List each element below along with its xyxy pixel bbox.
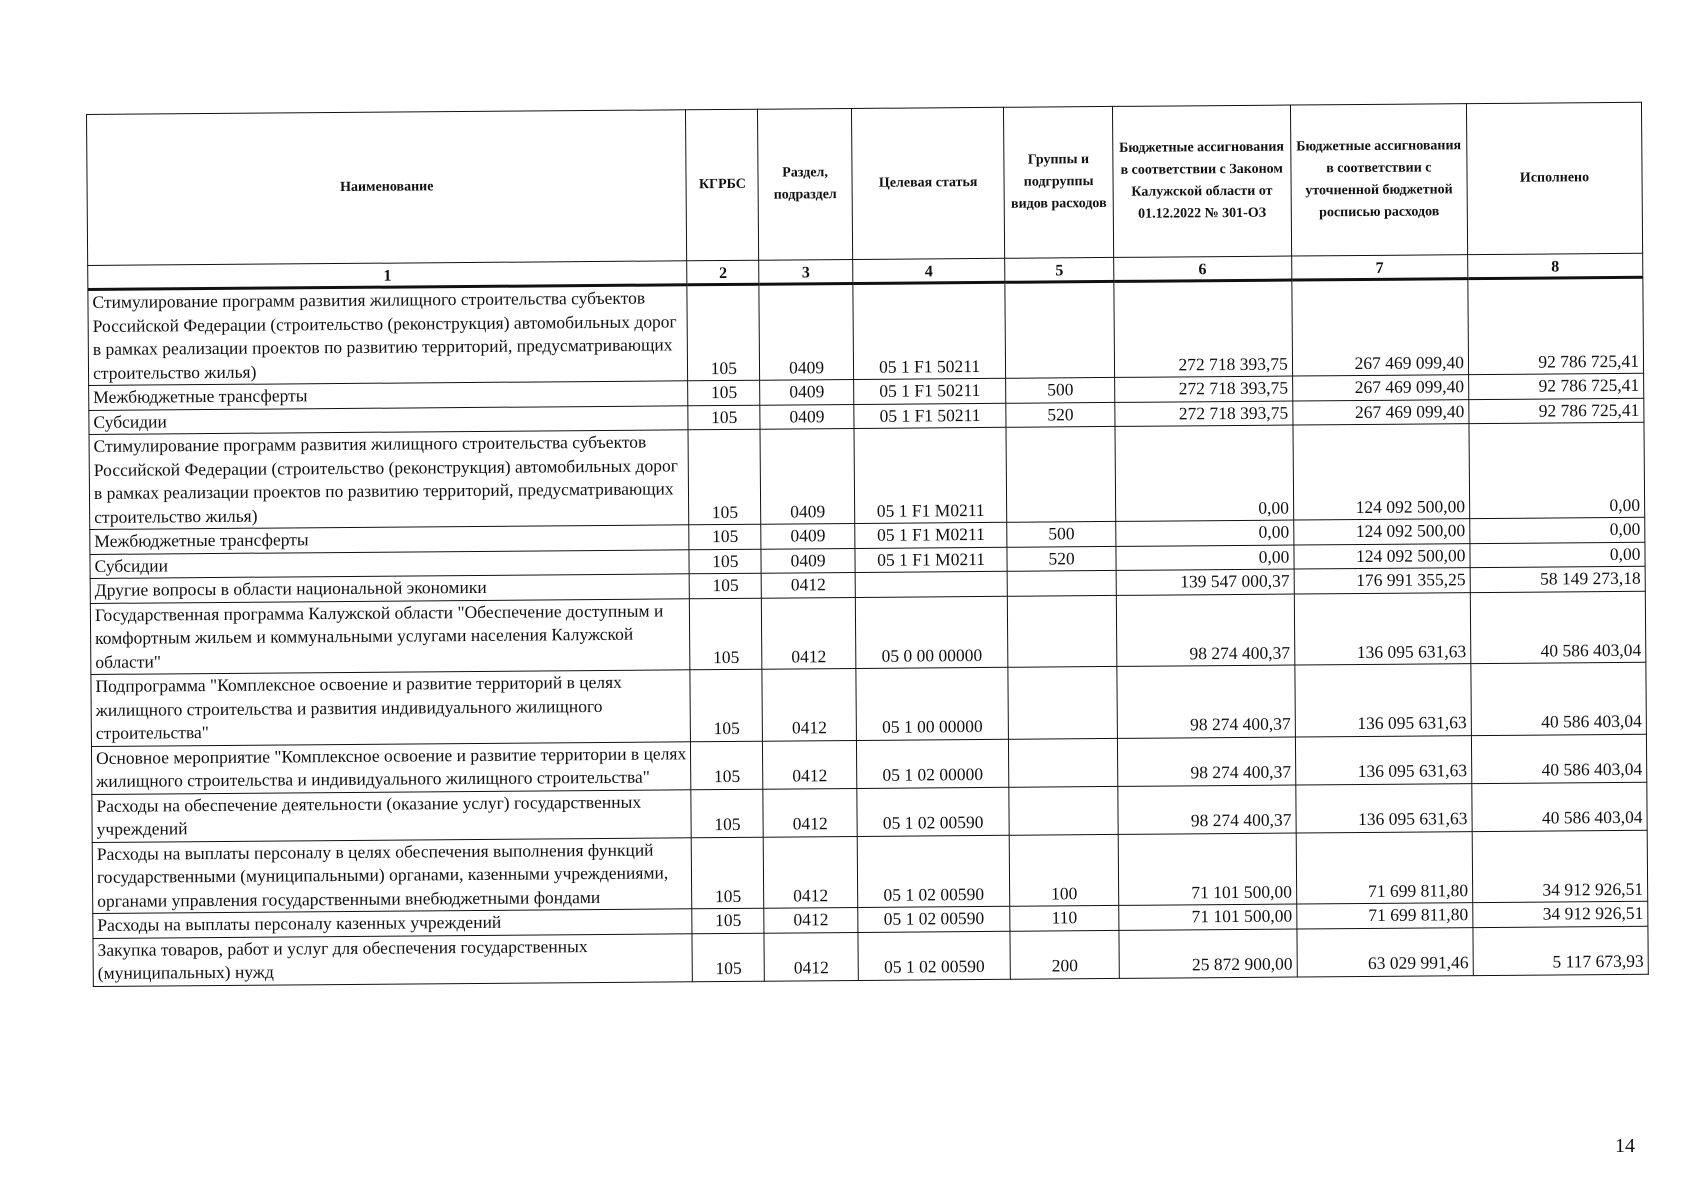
cell-law-allocation: 0,00 xyxy=(1115,425,1294,521)
cell-law-allocation: 98 274 400,37 xyxy=(1117,665,1296,738)
cell-target-article: 05 1 02 00590 xyxy=(857,835,1010,908)
cell-expense-group xyxy=(1006,426,1115,522)
cell-target-article: 05 1 F1 50211 xyxy=(854,403,1007,429)
cell-refined-allocation: 136 095 631,63 xyxy=(1295,735,1471,784)
cell-law-allocation: 272 718 393,75 xyxy=(1114,401,1292,427)
cell-target-article xyxy=(855,571,1008,597)
cell-executed: 0,00 xyxy=(1470,517,1645,543)
cell-expense-group: 500 xyxy=(1006,377,1114,402)
cell-name: Расходы на выплаты персоналу в целях обеспечения выполнения функций государственными (муниципальными) органами, казенными учреждениями, органами управления государственными внебюджетными фондами xyxy=(92,837,692,913)
table-row xyxy=(91,662,1647,746)
cell-executed: 92 786 725,41 xyxy=(1469,373,1644,399)
header-refined-allocation: Бюджетные ассигнования в соответствии с уточненной бюджетной росписью расходов xyxy=(1290,104,1467,256)
cell-refined-allocation: 124 092 500,00 xyxy=(1293,424,1470,520)
cell-kgrbs: 105 xyxy=(688,405,760,430)
cell-name: Межбюджетные трансферты xyxy=(89,381,688,410)
header-section: Раздел, подраздел xyxy=(758,108,853,260)
column-number: 7 xyxy=(1292,255,1468,280)
column-number: 6 xyxy=(1113,256,1291,281)
cell-section: 0412 xyxy=(763,740,857,789)
cell-expense-group: 200 xyxy=(1010,930,1119,979)
cell-law-allocation: 98 274 400,37 xyxy=(1117,785,1296,834)
budget-table-sheet xyxy=(86,102,1649,987)
cell-section: 0412 xyxy=(764,932,858,981)
cell-refined-allocation: 136 095 631,63 xyxy=(1294,592,1471,665)
cell-executed: 40 586 403,04 xyxy=(1471,662,1647,735)
cell-target-article: 05 1 F1 50211 xyxy=(853,378,1006,404)
cell-section: 0412 xyxy=(763,788,857,837)
cell-kgrbs: 105 xyxy=(692,933,764,982)
cell-expense-group xyxy=(1008,570,1116,595)
budget-execution-table xyxy=(86,102,1649,987)
cell-executed: 40 586 403,04 xyxy=(1471,734,1646,783)
cell-kgrbs: 105 xyxy=(688,380,760,405)
table-header-row xyxy=(87,102,1643,265)
header-law-allocation: Бюджетные ассигнования в соответствии с Законом Калужской области от 01.12.2022 № 301-ОЗ xyxy=(1112,105,1291,257)
cell-expense-group: 110 xyxy=(1010,905,1118,930)
cell-refined-allocation: 267 469 099,40 xyxy=(1292,279,1469,376)
cell-expense-group xyxy=(1008,595,1117,667)
cell-section: 0409 xyxy=(760,379,854,404)
cell-expense-group xyxy=(1009,738,1118,787)
cell-executed: 40 586 403,04 xyxy=(1472,782,1647,831)
cell-executed: 40 586 403,04 xyxy=(1470,591,1646,664)
cell-name: Основное мероприятие "Комплексное освоение и развитие территории в целях жилищного строительства и индивидуального жилищного строительства" xyxy=(91,741,691,794)
cell-section: 0412 xyxy=(762,597,856,669)
cell-kgrbs: 105 xyxy=(691,837,764,909)
cell-section: 0409 xyxy=(761,523,855,548)
column-number: 4 xyxy=(852,258,1005,283)
column-number: 8 xyxy=(1468,253,1643,278)
cell-kgrbs: 105 xyxy=(690,598,763,670)
cell-refined-allocation: 124 092 500,00 xyxy=(1294,519,1470,545)
cell-target-article: 05 1 02 00590 xyxy=(858,931,1011,980)
cell-expense-group: 520 xyxy=(1006,402,1114,427)
cell-law-allocation: 272 718 393,75 xyxy=(1114,280,1293,377)
cell-law-allocation: 272 718 393,75 xyxy=(1114,376,1292,402)
cell-section: 0409 xyxy=(759,283,853,380)
cell-executed: 0,00 xyxy=(1470,542,1645,568)
cell-law-allocation: 0,00 xyxy=(1116,545,1294,571)
cell-expense-group: 500 xyxy=(1007,521,1115,546)
cell-kgrbs: 105 xyxy=(687,284,760,381)
cell-kgrbs: 105 xyxy=(689,549,761,574)
cell-target-article: 05 0 00 00000 xyxy=(855,596,1008,669)
cell-kgrbs: 105 xyxy=(689,524,761,549)
cell-section: 0412 xyxy=(764,836,858,908)
page-number: 14 xyxy=(1615,1135,1635,1157)
header-expense-group: Группы и подгруппы видов расходов xyxy=(1004,106,1113,258)
cell-target-article: 05 1 00 00000 xyxy=(856,667,1009,740)
cell-executed: 92 786 725,41 xyxy=(1469,398,1644,424)
cell-name: Субсидии xyxy=(89,405,688,434)
table-row xyxy=(92,830,1648,914)
cell-section: 0409 xyxy=(760,404,854,429)
column-number: 1 xyxy=(88,261,687,290)
cell-refined-allocation: 136 095 631,63 xyxy=(1296,783,1472,832)
cell-executed: 92 786 725,41 xyxy=(1468,277,1644,374)
header-target-article: Целевая статья xyxy=(851,107,1005,259)
cell-executed: 5 117 673,93 xyxy=(1473,926,1648,975)
cell-kgrbs: 105 xyxy=(692,908,764,933)
table-body xyxy=(88,277,1648,986)
cell-name: Субсидии xyxy=(90,549,689,578)
column-number: 3 xyxy=(759,259,853,284)
cell-name: Подпрограмма "Комплексное освоение и развитие территорий в целях жилищного строительства и развития индивидуального жилищного строительства" xyxy=(91,670,691,746)
header-kgrbs: КГРБС xyxy=(686,109,759,261)
cell-target-article: 05 1 F1 M0211 xyxy=(854,427,1007,523)
cell-executed: 34 912 926,51 xyxy=(1472,830,1648,903)
cell-refined-allocation: 136 095 631,63 xyxy=(1295,664,1472,737)
cell-refined-allocation: 267 469 099,40 xyxy=(1293,399,1469,425)
cell-law-allocation: 0,00 xyxy=(1115,520,1293,546)
cell-target-article: 05 1 02 00590 xyxy=(857,787,1010,836)
cell-expense-group: 100 xyxy=(1010,834,1119,906)
cell-refined-allocation: 71 699 811,80 xyxy=(1296,831,1473,904)
cell-refined-allocation: 71 699 811,80 xyxy=(1297,903,1473,929)
cell-target-article: 05 1 F1 M0211 xyxy=(854,522,1007,548)
cell-expense-group xyxy=(1008,666,1117,738)
cell-law-allocation: 98 274 400,37 xyxy=(1117,737,1296,786)
cell-executed: 0,00 xyxy=(1469,422,1645,518)
header-name: Наименование xyxy=(87,110,687,266)
cell-refined-allocation: 176 991 355,25 xyxy=(1294,568,1470,594)
cell-name: Другие вопросы в области национальной экономики xyxy=(90,574,689,603)
cell-kgrbs: 105 xyxy=(689,573,761,598)
cell-law-allocation: 71 101 500,00 xyxy=(1118,833,1297,906)
cell-law-allocation: 139 547 000,37 xyxy=(1116,569,1294,595)
cell-name: Расходы на выплаты персоналу казенных учреждений xyxy=(93,909,692,938)
cell-name: Межбюджетные трансферты xyxy=(90,525,689,554)
cell-refined-allocation: 267 469 099,40 xyxy=(1292,375,1468,401)
cell-kgrbs: 105 xyxy=(691,789,763,838)
cell-law-allocation: 25 872 900,00 xyxy=(1119,929,1298,978)
header-executed: Исполнено xyxy=(1466,102,1642,254)
cell-target-article: 05 1 F1 M0211 xyxy=(855,547,1008,573)
cell-kgrbs: 105 xyxy=(690,669,763,741)
cell-executed: 34 912 926,51 xyxy=(1473,901,1648,927)
cell-target-article: 05 1 F1 50211 xyxy=(853,282,1006,379)
cell-name: Закупка товаров, работ и услуг для обеспечения государственных (муниципальных) нужд xyxy=(93,933,693,986)
cell-section: 0409 xyxy=(761,548,855,573)
cell-expense-group xyxy=(1005,281,1114,378)
cell-name: Расходы на обеспечение деятельности (оказание услуг) государственных учреждений xyxy=(92,789,692,842)
cell-name: Стимулирование программ развития жилищного строительства субъектов Российской Федерации (строительство (реконструкция) автомобильных дорог в рамках реализации проектов по развитию территорий, предусматривающих строительство жилья) xyxy=(88,285,688,386)
cell-kgrbs: 105 xyxy=(688,429,761,525)
cell-name: Стимулирование программ развития жилищного строительства субъектов Российской Федерации (строительство (реконструкция) автомобильных дорог в рамках реализации проектов по развитию территорий, предусматривающих строительство жилья) xyxy=(89,430,689,530)
cell-law-allocation: 71 101 500,00 xyxy=(1118,904,1296,930)
cell-refined-allocation: 124 092 500,00 xyxy=(1294,543,1470,569)
table-row xyxy=(89,422,1645,529)
column-number: 5 xyxy=(1005,257,1113,282)
table-row xyxy=(90,591,1646,675)
cell-expense-group xyxy=(1009,786,1118,835)
cell-refined-allocation: 63 029 991,46 xyxy=(1297,927,1473,976)
cell-section: 0412 xyxy=(764,907,858,932)
cell-name: Государственная программа Калужской области "Обеспечение доступным и комфортным жильем и коммунальными услугами населения Калужской области" xyxy=(90,598,690,674)
cell-section: 0409 xyxy=(760,428,854,524)
cell-expense-group: 520 xyxy=(1007,546,1115,571)
table-row xyxy=(88,277,1644,385)
cell-target-article: 05 1 02 00590 xyxy=(858,906,1011,932)
cell-law-allocation: 98 274 400,37 xyxy=(1116,594,1295,667)
cell-section: 0412 xyxy=(762,668,856,740)
cell-executed: 58 149 273,18 xyxy=(1470,566,1645,592)
column-number: 2 xyxy=(687,260,759,285)
cell-target-article: 05 1 02 00000 xyxy=(856,739,1009,788)
cell-section: 0412 xyxy=(762,572,856,597)
cell-kgrbs: 105 xyxy=(691,741,763,790)
